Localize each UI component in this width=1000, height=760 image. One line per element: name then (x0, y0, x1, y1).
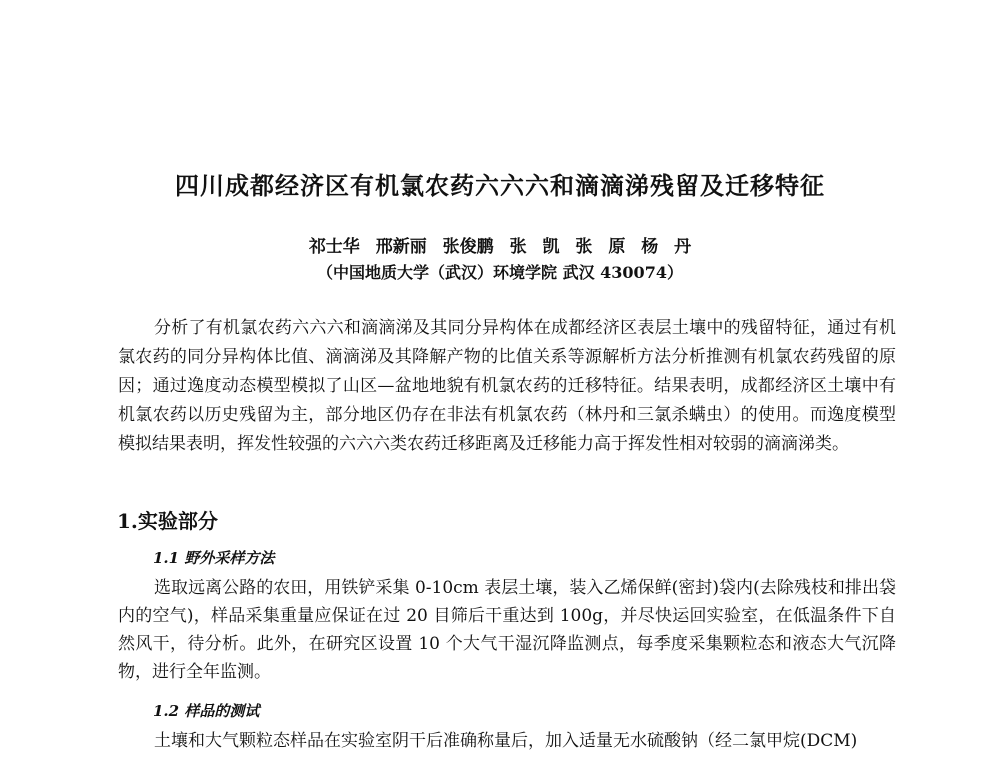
paper-title: 四川成都经济区有机氯农药六六六和滴滴涕残留及迁移特征 (175, 171, 825, 200)
subsection-heading-testing: 1.2 样品的测试 (153, 702, 260, 720)
affiliation: （中国地质大学（武汉）环境学院 武汉 430074） (317, 263, 683, 282)
subsection-heading-sampling: 1.1 野外采样方法 (153, 549, 275, 567)
author-list: 祁士华 邢新丽 张俊鹏 张 凯 张 原 杨 丹 (308, 237, 692, 257)
section-heading: 1.实验部分 (117, 509, 218, 533)
testing-paragraph: 土壤和大气颗粒态样品在实验室阴干后准确称量后，加入适量无水硫酸钠（经二氯甲烷(DCM) (154, 731, 858, 751)
abstract-paragraph: 分析了有机氯农药六六六和滴滴涕及其同分异构体在成都经济区表层土壤中的残留特征，通过有机氯农药的同分异构体比值、滴滴涕及其降解产物的比值关系等源解析方法分析推测有机氯农药残留的原因；通过逸度动态模型模拟了山区—盆地地貌有机氯农药的迁移特征。结果表明，成都经济区土壤中有机氯农药以历史残留为主，部分地区仍存在非法有机氯农药（林丹和三氯杀螨虫）的使用。而逸度模型模拟结果表明，挥发性较强的六六六类农药迁移距离及迁移能力高于挥发性相对较弱的滴滴涕类。 (118, 318, 896, 454)
sampling-paragraph: 选取远离公路的农田，用铁铲采集 0-10cm 表层土壤，装入乙烯保鲜(密封)袋内(去除残枝和排出袋内的空气)，样品采集重量应保证在过 20 目筛后干重达到 100g，并尽快运回实验室，在低温条件下自然风干，待分析。此外，在研究区设置 10 个大气干湿沉降监测点，每季度采集颗粒态和液态大气沉降物，进行全年监测。 (118, 578, 896, 682)
